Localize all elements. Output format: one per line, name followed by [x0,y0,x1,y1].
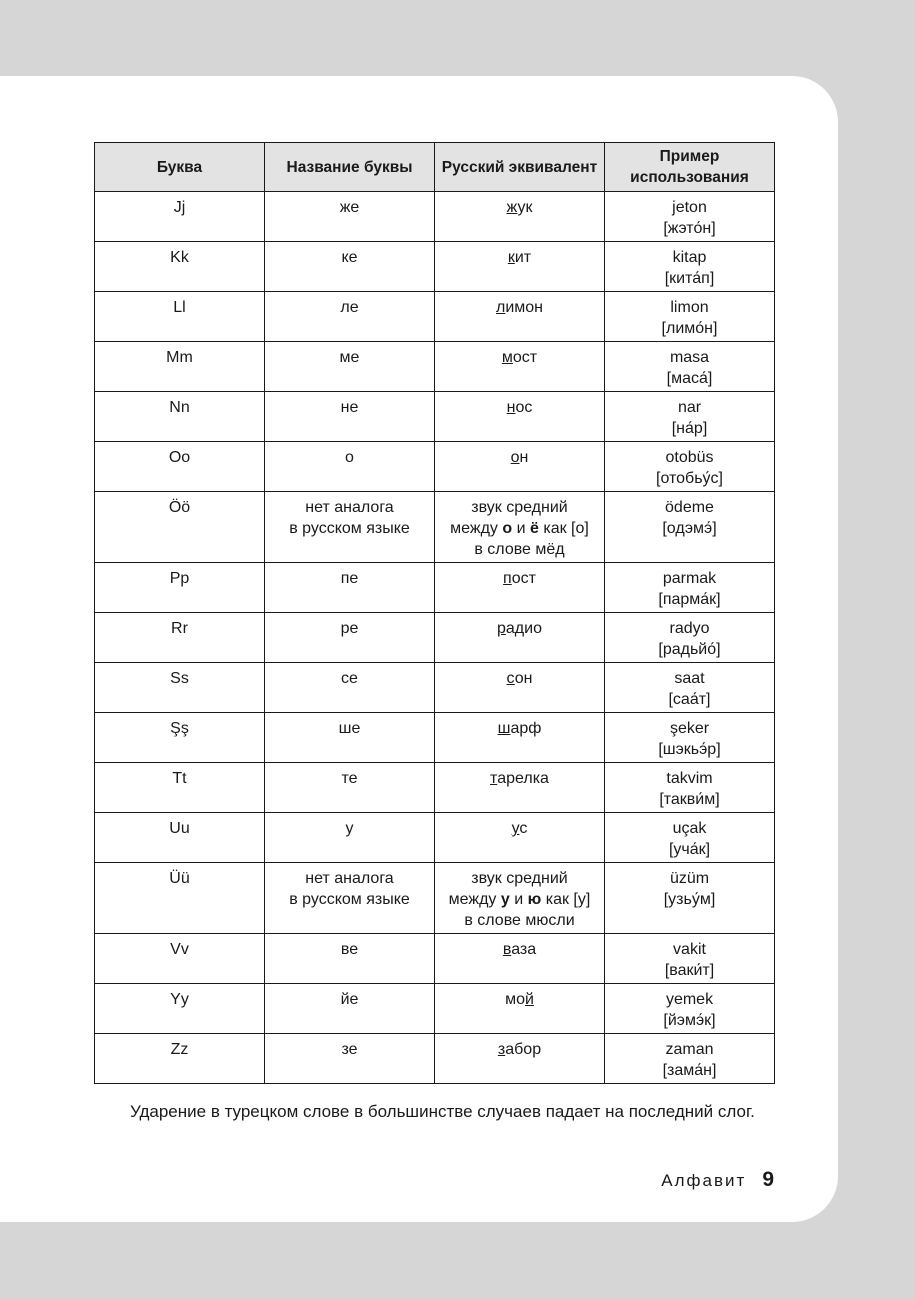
equivalent-text: как [у] [541,891,591,908]
usage-example-cell [605,713,775,763]
russian-equivalent-cell [435,342,605,392]
example-word: ödeme [665,499,714,516]
letter-name-cell: зе [265,1034,435,1084]
letter-name-cell: се [265,663,435,713]
equivalent-text: с [519,820,528,837]
stress-note: Ударение в турецком слове в большинстве случаев падает на последний слог. [130,1102,755,1121]
example-transcription: [шэкьэ́р] [658,741,721,758]
underlined-sound: р [497,620,506,637]
header-usage-example-text: Пример использования [630,148,749,186]
usage-example-cell [605,492,775,563]
header-russian-equivalent: Русский эквивалент [435,143,605,192]
underlined-sound: з [497,1041,506,1058]
example-word: otobüs [665,449,714,466]
example-word: kitap [672,249,707,266]
equivalent-text: ит [514,249,532,266]
usage-example-cell [605,392,775,442]
equivalent-text: аза [511,941,537,958]
letter-name-cell: же [265,192,435,242]
letter-name-cell: ле [265,292,435,342]
russian-equivalent-cell [435,242,605,292]
letter-name-cell: нет аналога в русском языке [265,492,435,563]
russian-equivalent-cell [435,1034,605,1084]
example-word: zaman [665,1041,714,1058]
equivalent-text: между [450,520,503,537]
example-transcription: [такви́м] [659,791,720,808]
table-row [95,1034,775,1084]
underlined-sound: о [510,449,520,466]
equivalent-text: адио [505,620,542,637]
example-transcription: [парма́к] [658,591,721,608]
example-transcription: [маса́] [666,370,713,387]
equivalent-text: звук средний [471,870,568,887]
table-row [95,342,775,392]
table-row [95,192,775,242]
letter-name-cell: ре [265,613,435,663]
table-row [95,292,775,342]
header-usage-example [605,143,775,192]
letter-name-cell: не [265,392,435,442]
russian-equivalent-cell [435,442,605,492]
letter-cell: Nn [95,392,265,442]
letter-cell: Jj [95,192,265,242]
example-transcription: [на́р] [671,420,708,437]
table-header-row [95,143,775,192]
table-row [95,763,775,813]
bold-letter: ё [529,520,539,537]
table-row [95,663,775,713]
example-transcription: [кита́п] [664,270,715,287]
russian-equivalent-cell [435,863,605,934]
equivalent-text: ост [512,349,538,366]
russian-equivalent-cell [435,492,605,563]
table-row [95,492,775,563]
letter-cell: Öö [95,492,265,563]
example-word: parmak [662,570,717,587]
equivalent-text: и [509,891,528,908]
letter-cell: Yy [95,984,265,1034]
usage-example-cell [605,984,775,1034]
letter-name-cell: ке [265,242,435,292]
usage-example-cell [605,342,775,392]
letter-cell: Zz [95,1034,265,1084]
equivalent-text: мо [505,991,525,1008]
letter-cell: Üü [95,863,265,934]
letter-cell: Oo [95,442,265,492]
letter-cell: Uu [95,813,265,863]
table-row [95,442,775,492]
example-transcription: [зама́н] [662,1062,717,1079]
letter-name-cell: пе [265,563,435,613]
usage-example-cell [605,663,775,713]
letter-name-cell: ме [265,342,435,392]
usage-example-cell [605,442,775,492]
underlined-sound: т [490,770,498,787]
example-word: vakit [673,941,706,958]
equivalent-text: в слове мёд [474,541,565,558]
equivalent-text: ук [517,199,533,216]
example-word: limon [670,299,709,316]
example-word: şeker [669,720,710,737]
usage-example-cell [605,813,775,863]
example-transcription: [ваки́т] [664,962,715,979]
equivalent-text: арелка [497,770,549,787]
example-word: masa [669,349,710,366]
underlined-sound: п [503,570,512,587]
letter-cell: Pp [95,563,265,613]
letter-name-cell: о [265,442,435,492]
usage-example-cell [605,292,775,342]
table-row [95,713,775,763]
letter-cell: Şş [95,713,265,763]
underlined-sound: в [502,941,512,958]
underlined-sound: ж [506,199,518,216]
underlined-sound: л [495,299,506,316]
example-transcription: [узьу́м] [663,891,716,908]
table-row [95,934,775,984]
usage-example-cell [605,563,775,613]
letter-name-cell: ве [265,934,435,984]
table-row [95,242,775,292]
russian-equivalent-cell [435,292,605,342]
russian-equivalent-cell [435,763,605,813]
underlined-sound: с [506,670,515,687]
bold-letter: ю [527,891,542,908]
underlined-sound: й [524,991,534,1008]
letter-name-cell: ше [265,713,435,763]
russian-equivalent-cell [435,563,605,613]
example-word: uçak [672,820,707,837]
letter-cell: Kk [95,242,265,292]
example-transcription: [саа́т] [668,691,711,708]
russian-equivalent-cell [435,934,605,984]
bold-letter: у [500,891,510,908]
table-body [95,192,775,1084]
table-row [95,563,775,613]
usage-example-cell [605,192,775,242]
example-word: takvim [666,770,713,787]
table-row [95,984,775,1034]
equivalent-text: имон [505,299,543,316]
russian-equivalent-cell [435,613,605,663]
letter-cell: Ll [95,292,265,342]
equivalent-text: он [514,670,533,687]
letter-cell: Mm [95,342,265,392]
usage-example-cell [605,1034,775,1084]
letter-cell: Vv [95,934,265,984]
book-page [0,76,838,1222]
equivalent-text: как [о] [538,520,589,537]
example-transcription: [одэмэ́] [662,520,717,537]
example-word: radyo [669,620,710,637]
table-row [95,392,775,442]
example-transcription: [уча́к] [668,841,711,858]
page-number: 9 [762,1168,774,1191]
example-word: yemek [665,991,714,1008]
table-row [95,813,775,863]
letter-name-cell: те [265,763,435,813]
usage-example-cell [605,934,775,984]
underlined-sound: н [506,399,516,416]
example-word: üzüm [669,870,710,887]
example-transcription: [жэто́н] [663,220,716,237]
example-word: jeton [672,199,707,216]
table-row [95,613,775,663]
letter-name-cell: нет аналога в русском языке [265,863,435,934]
equivalent-text: в слове мюсли [464,912,575,929]
letter-name-cell: йе [265,984,435,1034]
russian-equivalent-cell [435,813,605,863]
equivalent-text: ост [511,570,536,587]
example-transcription: [отобьу́с] [656,470,723,487]
russian-equivalent-cell [435,984,605,1034]
usage-example-cell [605,242,775,292]
equivalent-text: ос [515,399,533,416]
equivalent-text: и [512,520,530,537]
letter-cell: Ss [95,663,265,713]
equivalent-text: между [448,891,501,908]
russian-equivalent-cell [435,192,605,242]
letter-cell: Rr [95,613,265,663]
section-title: Алфавит [661,1171,747,1190]
usage-example-cell [605,863,775,934]
table-row [95,863,775,934]
example-transcription: [лимо́н] [661,320,718,337]
alphabet-table [94,142,775,1084]
russian-equivalent-cell [435,392,605,442]
example-transcription: [йэмэ́к] [663,1012,716,1029]
underlined-sound: у [511,820,520,837]
russian-equivalent-cell [435,713,605,763]
russian-equivalent-cell [435,663,605,713]
underlined-sound: ш [497,720,511,737]
equivalent-text: н [519,449,529,466]
header-letter-name: Название буквы [265,143,435,192]
underlined-sound: м [501,349,513,366]
equivalent-text: арф [510,720,542,737]
header-letter: Буква [95,143,265,192]
bold-letter: о [502,520,513,537]
usage-example-cell [605,763,775,813]
example-word: saat [674,670,705,687]
underlined-sound: к [507,249,515,266]
page-footer [661,1168,774,1192]
usage-example-cell [605,613,775,663]
equivalent-text: абор [505,1041,542,1058]
letter-name-cell: у [265,813,435,863]
example-transcription: [радьйо́] [658,641,721,658]
letter-cell: Tt [95,763,265,813]
example-word: nar [677,399,702,416]
equivalent-text: звук средний [471,499,568,516]
